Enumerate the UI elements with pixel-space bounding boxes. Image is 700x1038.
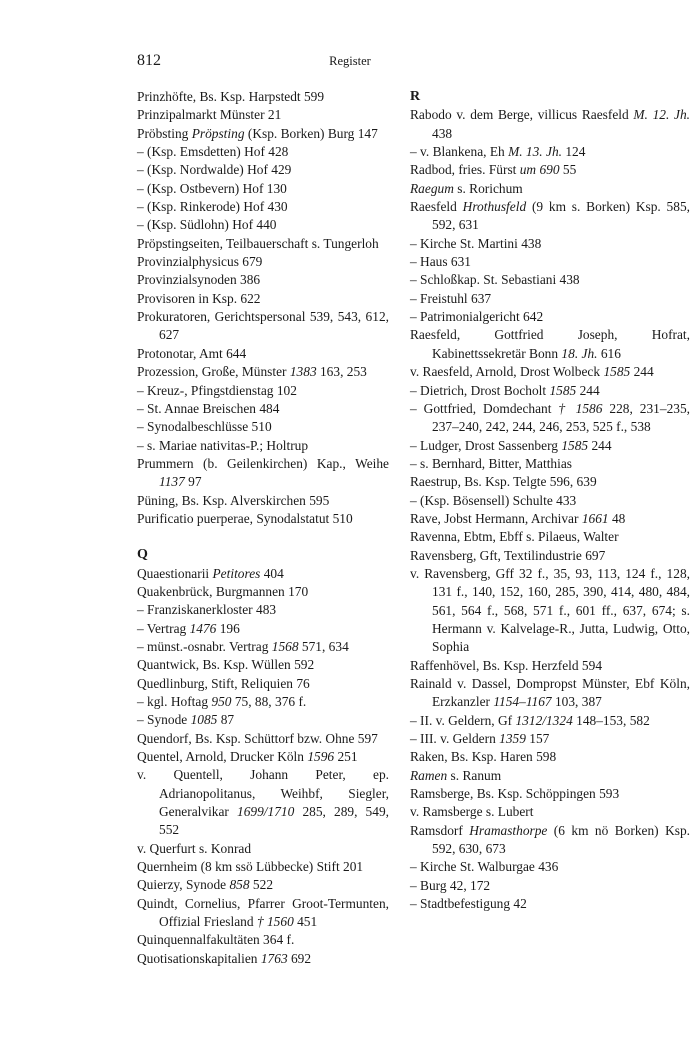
index-entry: Radbod, fries. Fürst um 690 55 bbox=[410, 162, 577, 178]
index-entry: – Haus 631 bbox=[410, 254, 471, 270]
index-entry: Raken, Bs. Ksp. Haren 598 bbox=[410, 749, 557, 765]
index-entry: – Franziskanerkloster 483 bbox=[137, 602, 277, 618]
index-entry: v. Ravensberg, Gff 32 f., 35, 93, 113, 124 f., 128, 131 f., 140, 152, 160, 285, 390, 414, 480, 484, 561, 564 f., 568, 571 f., 601 ff., 637, 674; s. Hermann v. Kalvelage-R., Jutta, Ludwig, Otto, Sophia bbox=[410, 565, 690, 655]
index-entry: – Kreuz-, Pfingstdienstag 102 bbox=[137, 382, 297, 398]
index-entry: Püning, Bs. Ksp. Alverskirchen 595 bbox=[137, 492, 330, 508]
index-entry: Ravensberg, Gft, Textilindustrie 697 bbox=[410, 547, 606, 563]
index-entry: – (Ksp. Südlohn) Hof 440 bbox=[137, 217, 277, 233]
index-entry: Quotisationskapitalien 1763 692 bbox=[137, 950, 312, 966]
index-entry: Quakenbrück, Burgmannen 170 bbox=[137, 583, 309, 599]
index-entry: – Kirche St. Martini 438 bbox=[410, 235, 542, 251]
index-entry: – Synodalbeschlüsse 510 bbox=[137, 419, 272, 435]
index-entry: – v. Blankena, Eh M. 13. Jh. 124 bbox=[410, 144, 586, 160]
index-entry: Ravenna, Ebtm, Ebff s. Pilaeus, Walter bbox=[410, 529, 619, 545]
index-entry: – Freistuhl 637 bbox=[410, 290, 492, 306]
index-entry: – Kirche St. Walburgae 436 bbox=[410, 859, 559, 875]
index-entry: Raffenhövel, Bs. Ksp. Herzfeld 594 bbox=[410, 657, 603, 673]
index-entry: Pröbsting Pröpsting (Ksp. Borken) Burg 147 bbox=[137, 125, 378, 141]
index-entry: Pröpstingseiten, Teilbauerschaft s. Tungerloh bbox=[137, 235, 379, 251]
index-entry: v. Raesfeld, Arnold, Drost Wolbeck 1585 244 bbox=[410, 364, 654, 380]
index-entry: Quedlinburg, Stift, Reliquien 76 bbox=[137, 675, 310, 691]
index-entry: Rainald v. Dassel, Dompropst Münster, Ebf Köln, Erzkanzler 1154–1167 103, 387 bbox=[410, 676, 690, 710]
index-entry: Ramen s. Ranum bbox=[410, 767, 502, 783]
index-entry: Provisoren in Ksp. 622 bbox=[137, 290, 261, 306]
index-entry: – II. v. Geldern, Gf 1312/1324 148–153, 582 bbox=[410, 712, 650, 728]
index-entry: – (Ksp. Emsdetten) Hof 428 bbox=[137, 144, 289, 160]
index-entry: Quierzy, Synode 858 522 bbox=[137, 877, 274, 893]
index-entry: Raesfeld, Gottfried Joseph, Hofrat, Kabinettssekretär Bonn 18. Jh. 616 bbox=[410, 327, 690, 361]
page-number: 812 bbox=[137, 52, 161, 69]
index-entry: Raesfeld Hrothusfeld (9 km s. Borken) Ksp. 585, 592, 631 bbox=[410, 199, 690, 233]
index-entry: Protonotar, Amt 644 bbox=[137, 345, 247, 361]
index-entry: – kgl. Hoftag 950 75, 88, 376 f. bbox=[137, 694, 307, 709]
index-entry: – Gottfried, Domdechant † 1586 228, 231–235, 237–240, 242, 244, 246, 253, 525 f., 538 bbox=[410, 400, 691, 435]
index-entry: – (Ksp. Nordwalde) Hof 429 bbox=[137, 162, 292, 178]
index-entry: v. Querfurt s. Konrad bbox=[137, 840, 252, 856]
index-entry: Quentel, Arnold, Drucker Köln 1596 251 bbox=[137, 749, 358, 765]
index-entry: Provinzialphysicus 679 bbox=[137, 254, 263, 270]
index-entry: Raestrup, Bs. Ksp. Telgte 596, 639 bbox=[410, 474, 597, 490]
section-letter: Q bbox=[137, 547, 148, 563]
index-entry: – Schloßkap. St. Sebastiani 438 bbox=[410, 272, 580, 288]
index-entry: Quernheim (8 km ssö Lübbecke) Stift 201 bbox=[137, 859, 364, 875]
index-entry: Quaestionarii Petitores 404 bbox=[137, 565, 284, 581]
index-entry: – s. Bernhard, Bitter, Matthias bbox=[410, 455, 572, 471]
index-entry: – Synode 1085 87 bbox=[137, 712, 235, 728]
index-entry: Prinzhöfte, Bs. Ksp. Harpstedt 599 bbox=[137, 89, 325, 104]
section-letter: R bbox=[410, 89, 421, 104]
index-entry: Quinquennalfakultäten 364 f. bbox=[137, 932, 295, 948]
index-entry: – (Ksp. Rinkerode) Hof 430 bbox=[137, 199, 288, 215]
running-title: Register bbox=[329, 54, 371, 68]
index-entry: v. Quentell, Johann Peter, ep. Adrianopolitanus, Weihbf, Siegler, Generalvikar 1699/1710 285, 289, 549, 552 bbox=[137, 767, 389, 838]
index-entry: v. Ramsberge s. Lubert bbox=[410, 804, 534, 820]
index-entry: Prinzipalmarkt Münster 21 bbox=[137, 107, 282, 123]
index-entry: Prokuratoren, Gerichtspersonal 539, 543, 612, 627 bbox=[137, 309, 389, 343]
index-entry: Prummern (b. Geilenkirchen) Kap., Weihe 1137 97 bbox=[137, 455, 389, 490]
index-column-right bbox=[410, 88, 690, 913]
index-entry: Provinzialsynoden 386 bbox=[137, 272, 261, 288]
index-entry: Quantwick, Bs. Ksp. Wüllen 592 bbox=[137, 657, 315, 673]
index-entry: – Burg 42, 172 bbox=[410, 877, 491, 893]
index-entry: Prozession, Große, Münster 1383 163, 253 bbox=[137, 364, 367, 380]
index-entry: – s. Mariae nativitas-P.; Holtrup bbox=[137, 437, 309, 453]
index-entry: Raegum s. Rorichum bbox=[410, 180, 523, 196]
index-entry: – Dietrich, Drost Bocholt 1585 244 bbox=[410, 382, 600, 398]
index-entry: Ramsberge, Bs. Ksp. Schöppingen 593 bbox=[410, 786, 620, 802]
index-entry: Ramsdorf Hramasthorpe (6 km nö Borken) Ksp. 592, 630, 673 bbox=[410, 822, 690, 857]
index-entry: – Patrimonialgericht 642 bbox=[410, 309, 544, 325]
index-entry: Rave, Jobst Hermann, Archivar 1661 48 bbox=[410, 510, 626, 526]
index-entry: Quendorf, Bs. Ksp. Schüttorf bzw. Ohne 597 bbox=[137, 730, 378, 746]
index-entry: – (Ksp. Bösensell) Schulte 433 bbox=[410, 492, 577, 508]
index-entry: Purificatio puerperae, Synodalstatut 510 bbox=[137, 510, 353, 526]
index-entry: – (Ksp. Ostbevern) Hof 130 bbox=[137, 180, 287, 196]
index-entry: Quindt, Cornelius, Pfarrer Groot-Termunten, Offizial Friesland † 1560 451 bbox=[137, 895, 389, 930]
index-entry: – III. v. Geldern 1359 157 bbox=[410, 731, 550, 747]
index-entry: – Stadtbefestigung 42 bbox=[410, 896, 527, 912]
section-gap bbox=[137, 528, 389, 546]
index-entry: – münst.-osnabr. Vertrag 1568 571, 634 bbox=[137, 638, 349, 654]
index-entry: – St. Annae Breischen 484 bbox=[137, 400, 280, 416]
index-entry: Rabodo v. dem Berge, villicus Raesfeld M. 12. Jh. 438 bbox=[410, 107, 690, 141]
index-column-left bbox=[137, 88, 389, 968]
index-entry: – Vertrag 1476 196 bbox=[137, 620, 240, 636]
index-entry: – Ludger, Drost Sassenberg 1585 244 bbox=[410, 437, 612, 453]
